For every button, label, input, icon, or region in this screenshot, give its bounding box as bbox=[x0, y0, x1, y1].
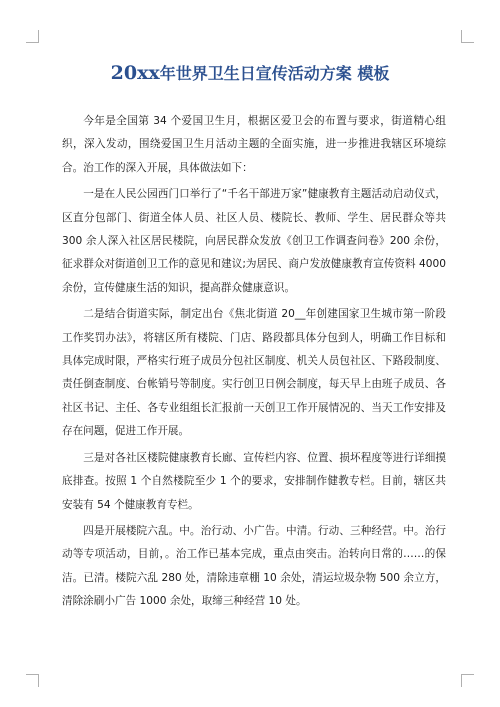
crop-mark-top-left bbox=[26, 30, 39, 43]
paragraph-one: 一是在人民公园西门口举行了“千名干部进万家”健康教育主题活动启动仪式，区直分包部门、街道全体人员、社区人员、楼院长、教师、学生、居民群众等共 300 余人深入社区居民楼院，向居民群众发放《创卫工作调查问卷》200 余份，征求群众对街道创卫工作的意见和建议;为居民、商户发放健康教育宣传资料 4000 余份，宣传健康生活的知识，提高群众健康意识。 bbox=[62, 188, 446, 294]
document-body bbox=[62, 110, 446, 617]
paragraph-intro: 今年是全国第 34 个爱国卫生月，根据区爱卫会的布置与要求，街道精心组织，深入发动，围绕爱国卫生月活动主题的全面实施，进一步推进我辖区环境综合。治工作的深入开展，具体做法如下： bbox=[62, 115, 446, 174]
paragraph-two: 二是结合街道实际，制定出台《焦北街道 20__年创建国家卫生城市第一阶段工作奖罚办法》，将辖区所有楼院、门店、路段都具体分包到人，明确工作目标和具体完成时限，严格实行班子成员分包社区制度、机关人员包社区、下路段制度、责任倒查制度、台帐销号等制度。实行创卫日例会制度，每天早上由班子成员、各社区书记、主任、各专业组组长汇报前一天创卫工作开展情况的、当天工作安排及存在问题，促进工作开展。 bbox=[62, 308, 446, 438]
crop-mark-top-right bbox=[461, 30, 474, 43]
document-title bbox=[40, 62, 460, 85]
crop-mark-bottom-left bbox=[26, 674, 39, 687]
title-text: 年世界卫生日宣传活动方案 模板 bbox=[159, 64, 390, 83]
title-year: 20xx bbox=[110, 62, 160, 84]
paragraph-three: 三是对各社区楼院健康教育长廊、宣传栏内容、位置、损坏程度等进行详细摸底排查。按照 1 个自然楼院至少 1 个的要求，安排制作健教专栏。目前，辖区共安装有 54 个健康教育专栏。 bbox=[62, 451, 446, 511]
paragraph-four: 四是开展楼院六乱。中。治行动、小广告。中清。行动、三种经营。中。治行动等专项活动，目前，。治工作已基本完成，重点由突击。治转向日常的……的保洁。已清。楼院六乱 280 处，清除违章棚 10 余处，清运垃圾杂物 500 余立方，清除涂刷小广告 1000 余处，取缔三种经营 10 处。 bbox=[62, 524, 446, 608]
crop-mark-bottom-right bbox=[461, 674, 474, 687]
